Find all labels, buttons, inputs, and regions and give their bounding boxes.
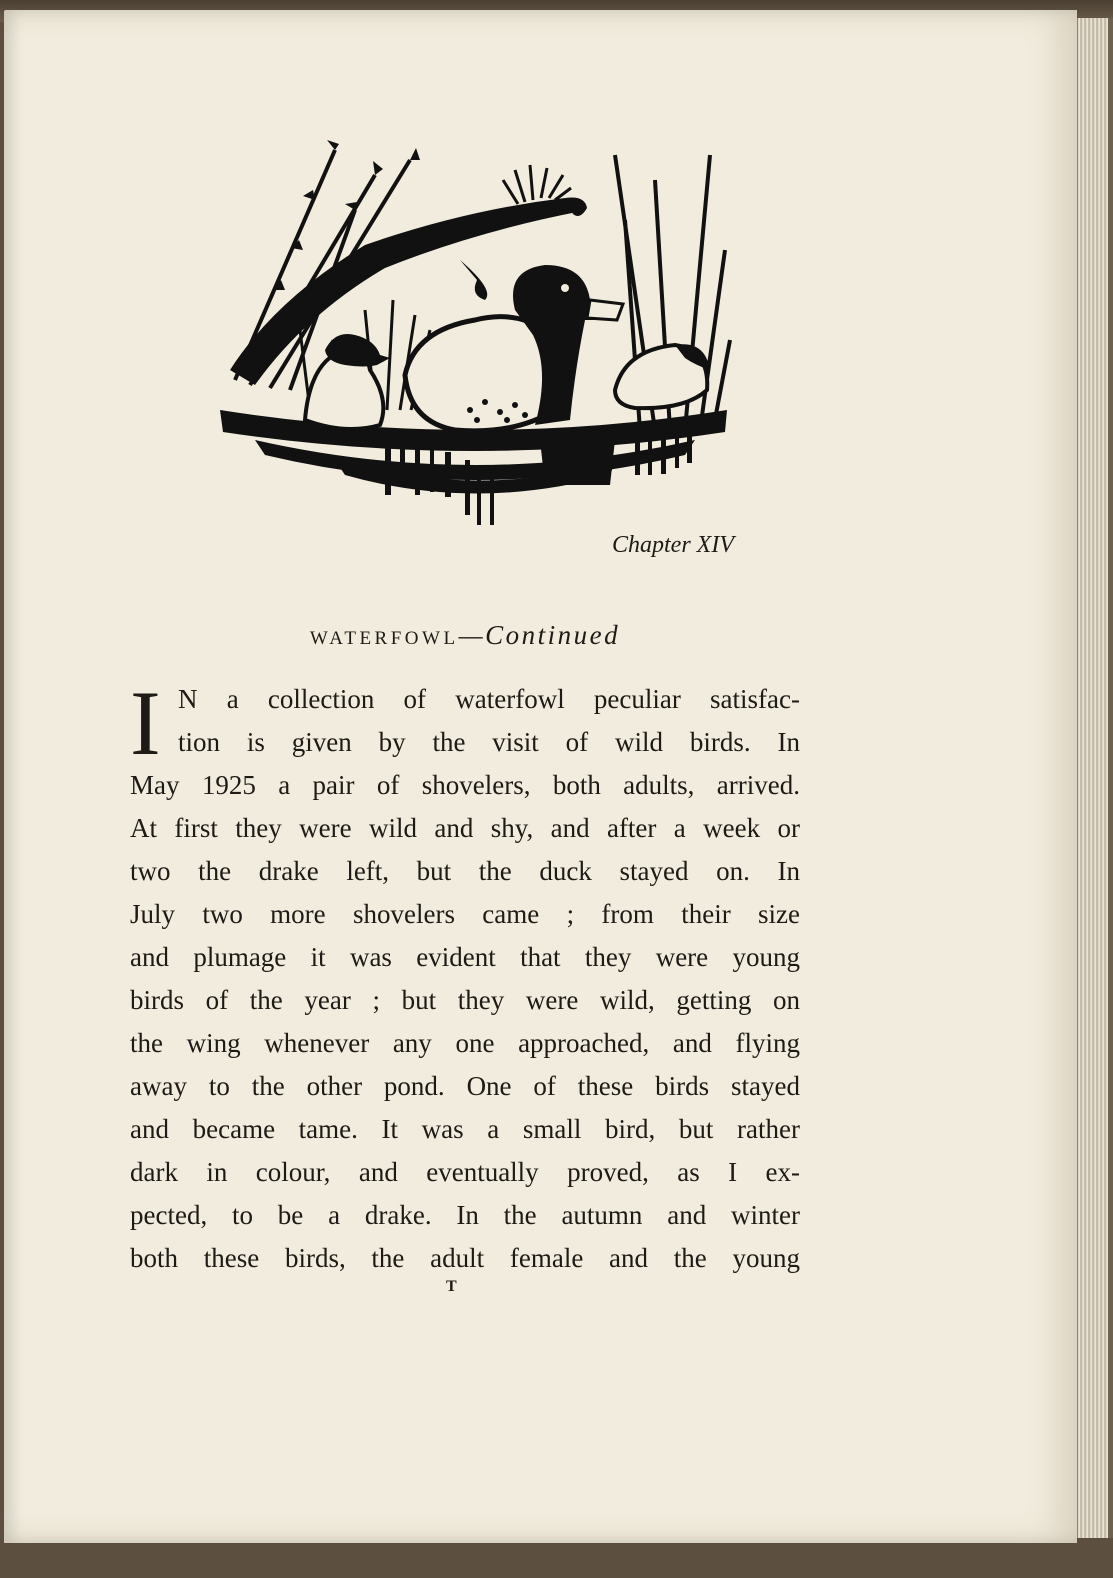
text-line: At first they were wild and shy, and after a week or xyxy=(130,813,800,843)
body-text xyxy=(130,672,800,1578)
text-line: July two more shovelers came ; from their size xyxy=(130,899,800,929)
drop-cap: I xyxy=(130,672,161,774)
text-line: pected, to be a drake. In the autumn and winter xyxy=(130,1200,800,1230)
ducks-woodcut-illustration xyxy=(215,140,735,535)
chapter-label: Chapter XIV xyxy=(612,532,734,558)
text-line: and became tame. It was a small bird, but rather xyxy=(130,1114,800,1144)
text-line: dark in colour, and eventually proved, as I ex- xyxy=(130,1157,800,1187)
heading-caps: WATERFOWL xyxy=(309,628,459,649)
text-line: and plumage it was evident that they were young xyxy=(130,942,800,972)
text-line: both these birds, the adult female and the young xyxy=(130,1243,800,1273)
text-line: two the drake left, but the duck stayed on. In xyxy=(130,856,800,886)
page-edges xyxy=(1077,18,1113,1538)
chapter-heading xyxy=(130,620,800,664)
heading-italic: Continued xyxy=(485,620,621,650)
text-line: N a collection of waterfowl peculiar satisfac- xyxy=(178,684,800,714)
text-line: May 1925 a pair of shovelers, both adults, arrived. xyxy=(130,770,800,800)
signature-mark: T xyxy=(446,1278,458,1295)
text-line: tion is given by the visit of wild birds. In xyxy=(178,727,800,757)
text-line: away to the other pond. One of these birds stayed xyxy=(130,1071,800,1101)
text-line: the wing whenever any one approached, and flying xyxy=(130,1028,800,1058)
text-line: birds of the year ; but they were wild, getting on xyxy=(130,985,800,1015)
heading-dash: — xyxy=(458,620,486,650)
